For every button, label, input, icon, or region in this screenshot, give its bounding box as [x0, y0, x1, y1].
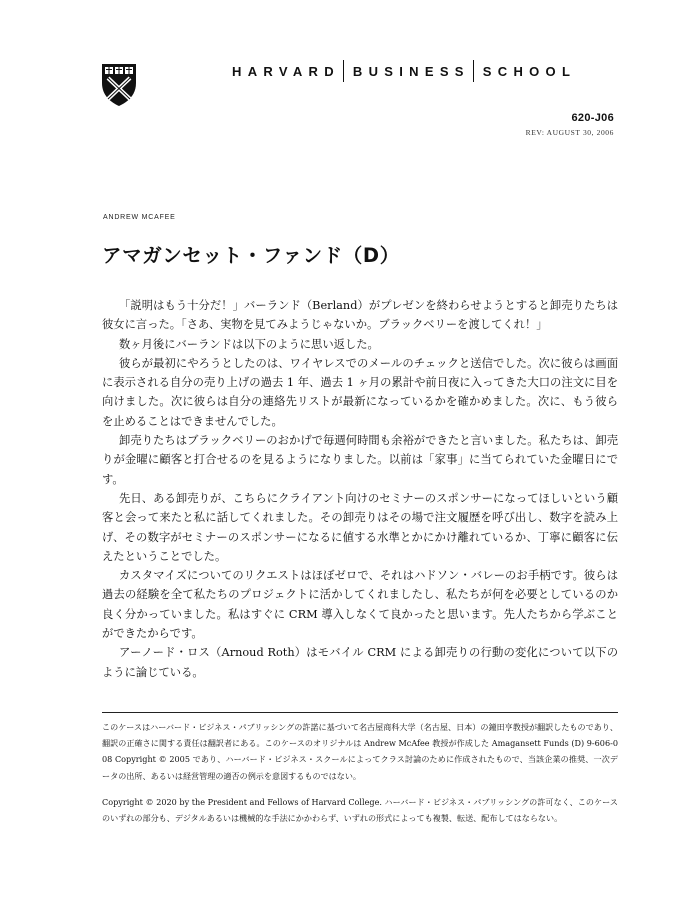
case-body [102, 296, 618, 682]
translation-note: このケースはハーバード・ビジネス・パブリッシングの許諾に基づいて名古屋商科大学（名古屋、日本）の鐘田亨教授が翻訳したものであり、翻訳の正確さに関する責任は翻訳者にある。このケースのオリジナルは Andrew McAfee 教授が作成した Amagansett Funds (D) 9-606-008 Copyright © 2005 であり、ハーバード・ビジネス・スクールによってクラス討論のために作成されたもので、当該企業の推奨、一次データの出所、あるいは経営管理の適否の例示を意図するものではない。 [102, 722, 618, 781]
institution-name [232, 61, 618, 81]
masthead-word: HARVARD [232, 63, 340, 79]
footnotes [102, 719, 618, 826]
case-title: アマガンセット・ファンド（D） [102, 244, 400, 267]
body-paragraph: 先日、ある卸売りが、こちらにクライアント向けのセミナーのスポンサーになってほしいという顧客と会って来たと私に話してくれました。その卸売りはその場で注文履歴を呼び出し、数字を読み上げ、その数字がセミナーのスポンサーになるに値する水準とかにかけ離れているか、丁寧に顧客に伝えたということでした。 [102, 491, 618, 563]
masthead-divider [473, 60, 474, 82]
masthead-word: SCHOOL [482, 63, 577, 79]
revision-date: REV: AUGUST 30, 2006 [525, 128, 614, 137]
body-paragraph: 卸売りたちはブラックベリーのおかげで毎週何時間も余裕ができたと言いました。私たちは、卸売りが金曜に顧客と打合せるのを見るようになりました。以前は「家事」に当てられていた金曜日にです。 [102, 434, 618, 486]
body-paragraph: アーノード・ロス（Arnoud Roth）はモバイル CRM による卸売りの行動の変化について以下のように論じている。 [102, 646, 618, 679]
body-paragraph: 「説明はもう十分だ！」バーランド（Berland）がプレゼンを終わらせようとすると卸売りたちは彼女に言った。「さあ、実物を見てみようじゃないか。ブラックベリーを渡してくれ！」 [102, 299, 618, 332]
hbs-shield-icon [101, 63, 137, 107]
copyright-notice: Copyright © 2020 by the President and Fellows of Harvard College. ハーバード・ビジネス・パブリッシングの許可なく、このケースのいずれの部分も、デジタルあるいは機械的な手法にかかわらず、いずれの形式によっても複製、転送、配布してはならない。 [102, 796, 618, 824]
author-name: ANDREW MCAFEE [103, 214, 176, 221]
masthead-word: BUSINESS [352, 63, 470, 79]
body-paragraph: カスタマイズについてのリクエストはほぼゼロで、それはハドソン・バレーのお手柄です。彼らは過去の経験を全て私たちのプロジェクトに活かしてくれましたし、私たちが何を必要としているのか良く分かっていました。私はすぐに CRM 導入しなくて良かったと思います。先人たちから学ぶことができたからです。 [102, 569, 618, 641]
body-paragraph: 数ヶ月後にバーランドは以下のように思い返した。 [119, 337, 379, 351]
document-number: 620-J06 [571, 112, 614, 124]
footnote-divider [102, 712, 618, 713]
masthead-divider [343, 60, 344, 82]
body-paragraph: 彼らが最初にやろうとしたのは、ワイヤレスでのメールのチェックと送信でした。次に彼らは画面に表示される自分の売り上げの過去 1 年、過去 1 ヶ月の累計や前日夜に入ってきた大口の注文に目を向けました。次に彼らは自分の連絡先リストが最新になっているかを確かめました。次に、もう彼らを止めることはできませんでした。 [102, 356, 618, 428]
